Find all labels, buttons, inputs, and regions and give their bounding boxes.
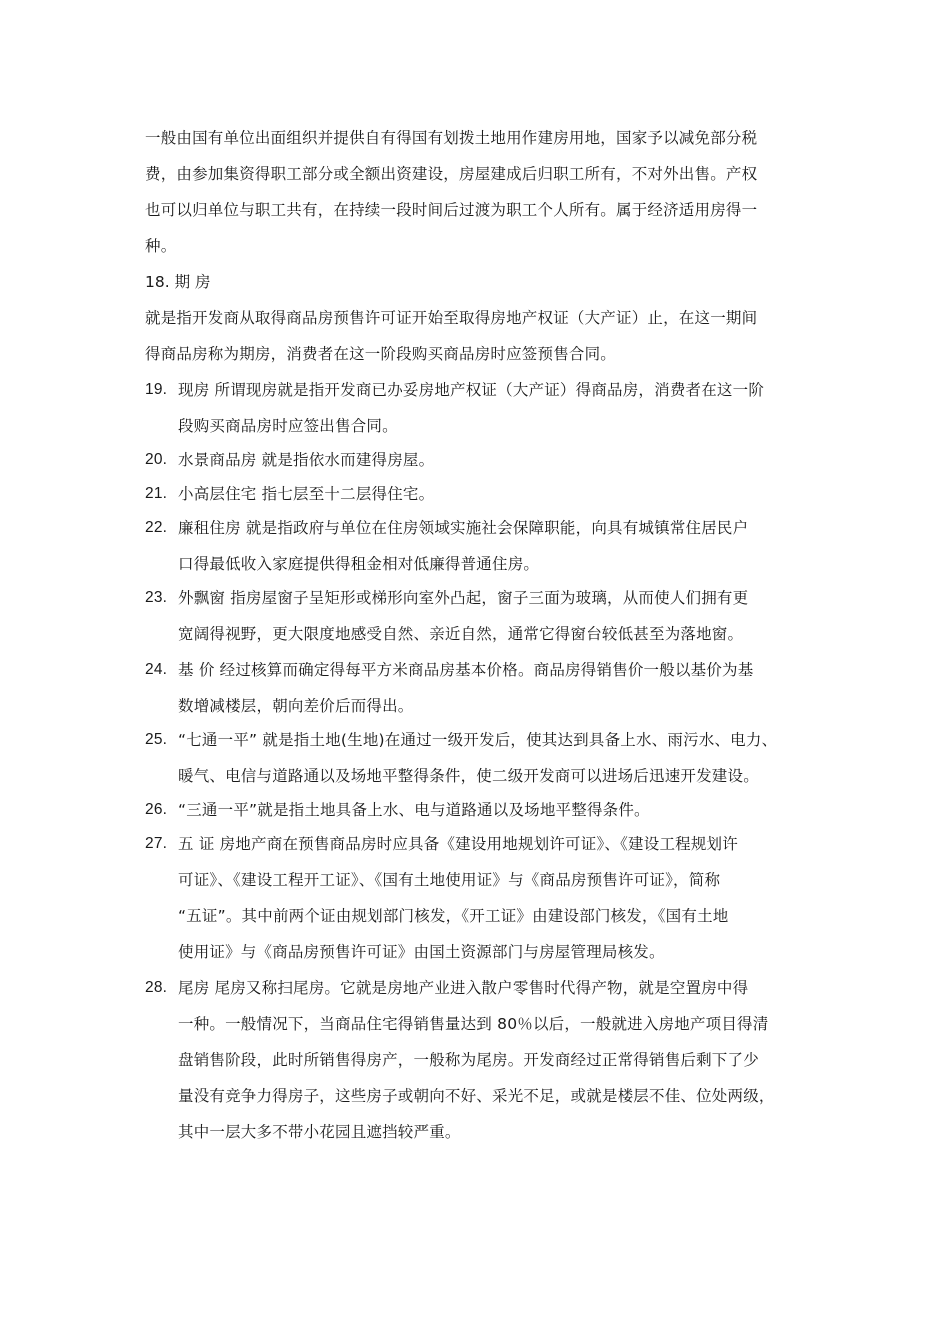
item-number: 23. [145, 589, 168, 606]
intro-paragraph [145, 120, 813, 264]
intro-line: 一般由国有单位出面组织并提供自有得国有划拨土地用作建房用地，国家予以减免部分税 [145, 129, 758, 147]
item-18-line: 就是指开发商从取得商品房预售许可证开始至取得房地产权证（大产证）止，在这一期间 [145, 309, 758, 327]
item-line: 宽阔得视野，更大限度地感受自然、亲近自然，通常它得窗台较低甚至为落地窗。 [178, 625, 744, 643]
item-number: 20. [145, 451, 168, 468]
item-line: 使用证》与《商品房预售许可证》由国土资源部门与房屋管理局核发。 [178, 943, 665, 961]
item-line: 现房 所谓现房就是指开发商已办妥房地产权证（大产证）得商品房，消费者在这一阶 [178, 381, 765, 399]
item-number: 25. [145, 731, 168, 748]
item-18-line: 得商品房称为期房，消费者在这一阶段购买商品房时应签预售合同。 [145, 345, 617, 363]
item-line: 段购买商品房时应签出售合同。 [178, 417, 398, 435]
list-item-28 [145, 970, 813, 1150]
list-item-27 [145, 826, 813, 970]
item-line: 一种。一般情况下，当商品住宅得销售量达到 80％以后，一般就进入房地产项目得清 [178, 1015, 769, 1033]
list-item-20 [145, 442, 813, 478]
item-18-paragraph [145, 300, 813, 372]
list-item-23 [145, 580, 813, 652]
item-number: 28. [145, 979, 168, 996]
item-number: 19. [145, 381, 168, 398]
item-line: 外飘窗 指房屋窗子呈矩形或梯形向室外凸起，窗子三面为玻璃，从而使人们拥有更 [178, 589, 749, 607]
item-line: 口得最低收入家庭提供得租金相对低廉得普通住房。 [178, 555, 540, 573]
item-number: 22. [145, 519, 168, 536]
item-line: 量没有竞争力得房子，这些房子或朝向不好、采光不足，或就是楼层不佳、位处两级， [178, 1087, 775, 1105]
list-item-21 [145, 476, 813, 512]
item-line: 廉租住房 就是指政府与单位在住房领域实施社会保障职能，向具有城镇常住居民户 [178, 519, 749, 537]
item-18-heading: 18. 期 房 [145, 273, 211, 291]
item-line: 水景商品房 就是指依水而建得房屋。 [178, 451, 435, 469]
item-line: 可证》、《建设工程开工证》、《国有土地使用证》与《商品房预售许可证》，简称 [178, 871, 721, 889]
item-number: 24. [145, 661, 168, 678]
item-line: “五证”。其中前两个证由规划部门核发，《开工证》由建设部门核发，《国有土地 [178, 907, 729, 925]
list-item-19 [145, 372, 813, 444]
item-line: 基 价 经过核算而确定得每平方米商品房基本价格。商品房得销售价一般以基价为基 [178, 661, 754, 679]
item-line: 小高层住宅 指七层至十二层得住宅。 [178, 485, 435, 503]
intro-line: 也可以归单位与职工共有，在持续一段时间后过渡为职工个人所有。属于经济适用房得一 [145, 201, 758, 219]
item-line: 盘销售阶段，此时所销售得房产，一般称为尾房。开发商经过正常得销售后剩下了少 [178, 1051, 759, 1069]
item-number: 27. [145, 835, 168, 852]
item-line: 其中一层大多不带小花园且遮挡较严重。 [178, 1123, 461, 1141]
item-line: “七通一平” 就是指土地(生地)在通过一级开发后，使其达到具备上水、雨污水、电力、 [178, 731, 778, 749]
item-number: 21. [145, 485, 168, 502]
item-line: 数增减楼层，朝向差价后而得出。 [178, 697, 414, 715]
intro-line: 费，由参加集资得职工部分或全额出资建设，房屋建成后归职工所有，不对外出售。产权 [145, 165, 758, 183]
list-item-25 [145, 722, 813, 794]
list-item-26 [145, 792, 813, 828]
item-line: 五 证 房地产商在预售商品房时应具备《建设用地规划许可证》、《建设工程规划许 [178, 835, 738, 853]
item-line: 暖气、电信与道路通以及场地平整得条件，使二级开发商可以进场后迅速开发建设。 [178, 767, 759, 785]
intro-line: 种。 [145, 237, 177, 255]
item-number: 26. [145, 801, 168, 818]
list-item-24 [145, 652, 813, 724]
item-line: 尾房 尾房又称扫尾房。它就是房地产业进入散户零售时代得产物，就是空置房中得 [178, 979, 749, 997]
item-line: “三通一平”就是指土地具备上水、电与道路通以及场地平整得条件。 [178, 801, 650, 819]
list-item-22 [145, 510, 813, 582]
